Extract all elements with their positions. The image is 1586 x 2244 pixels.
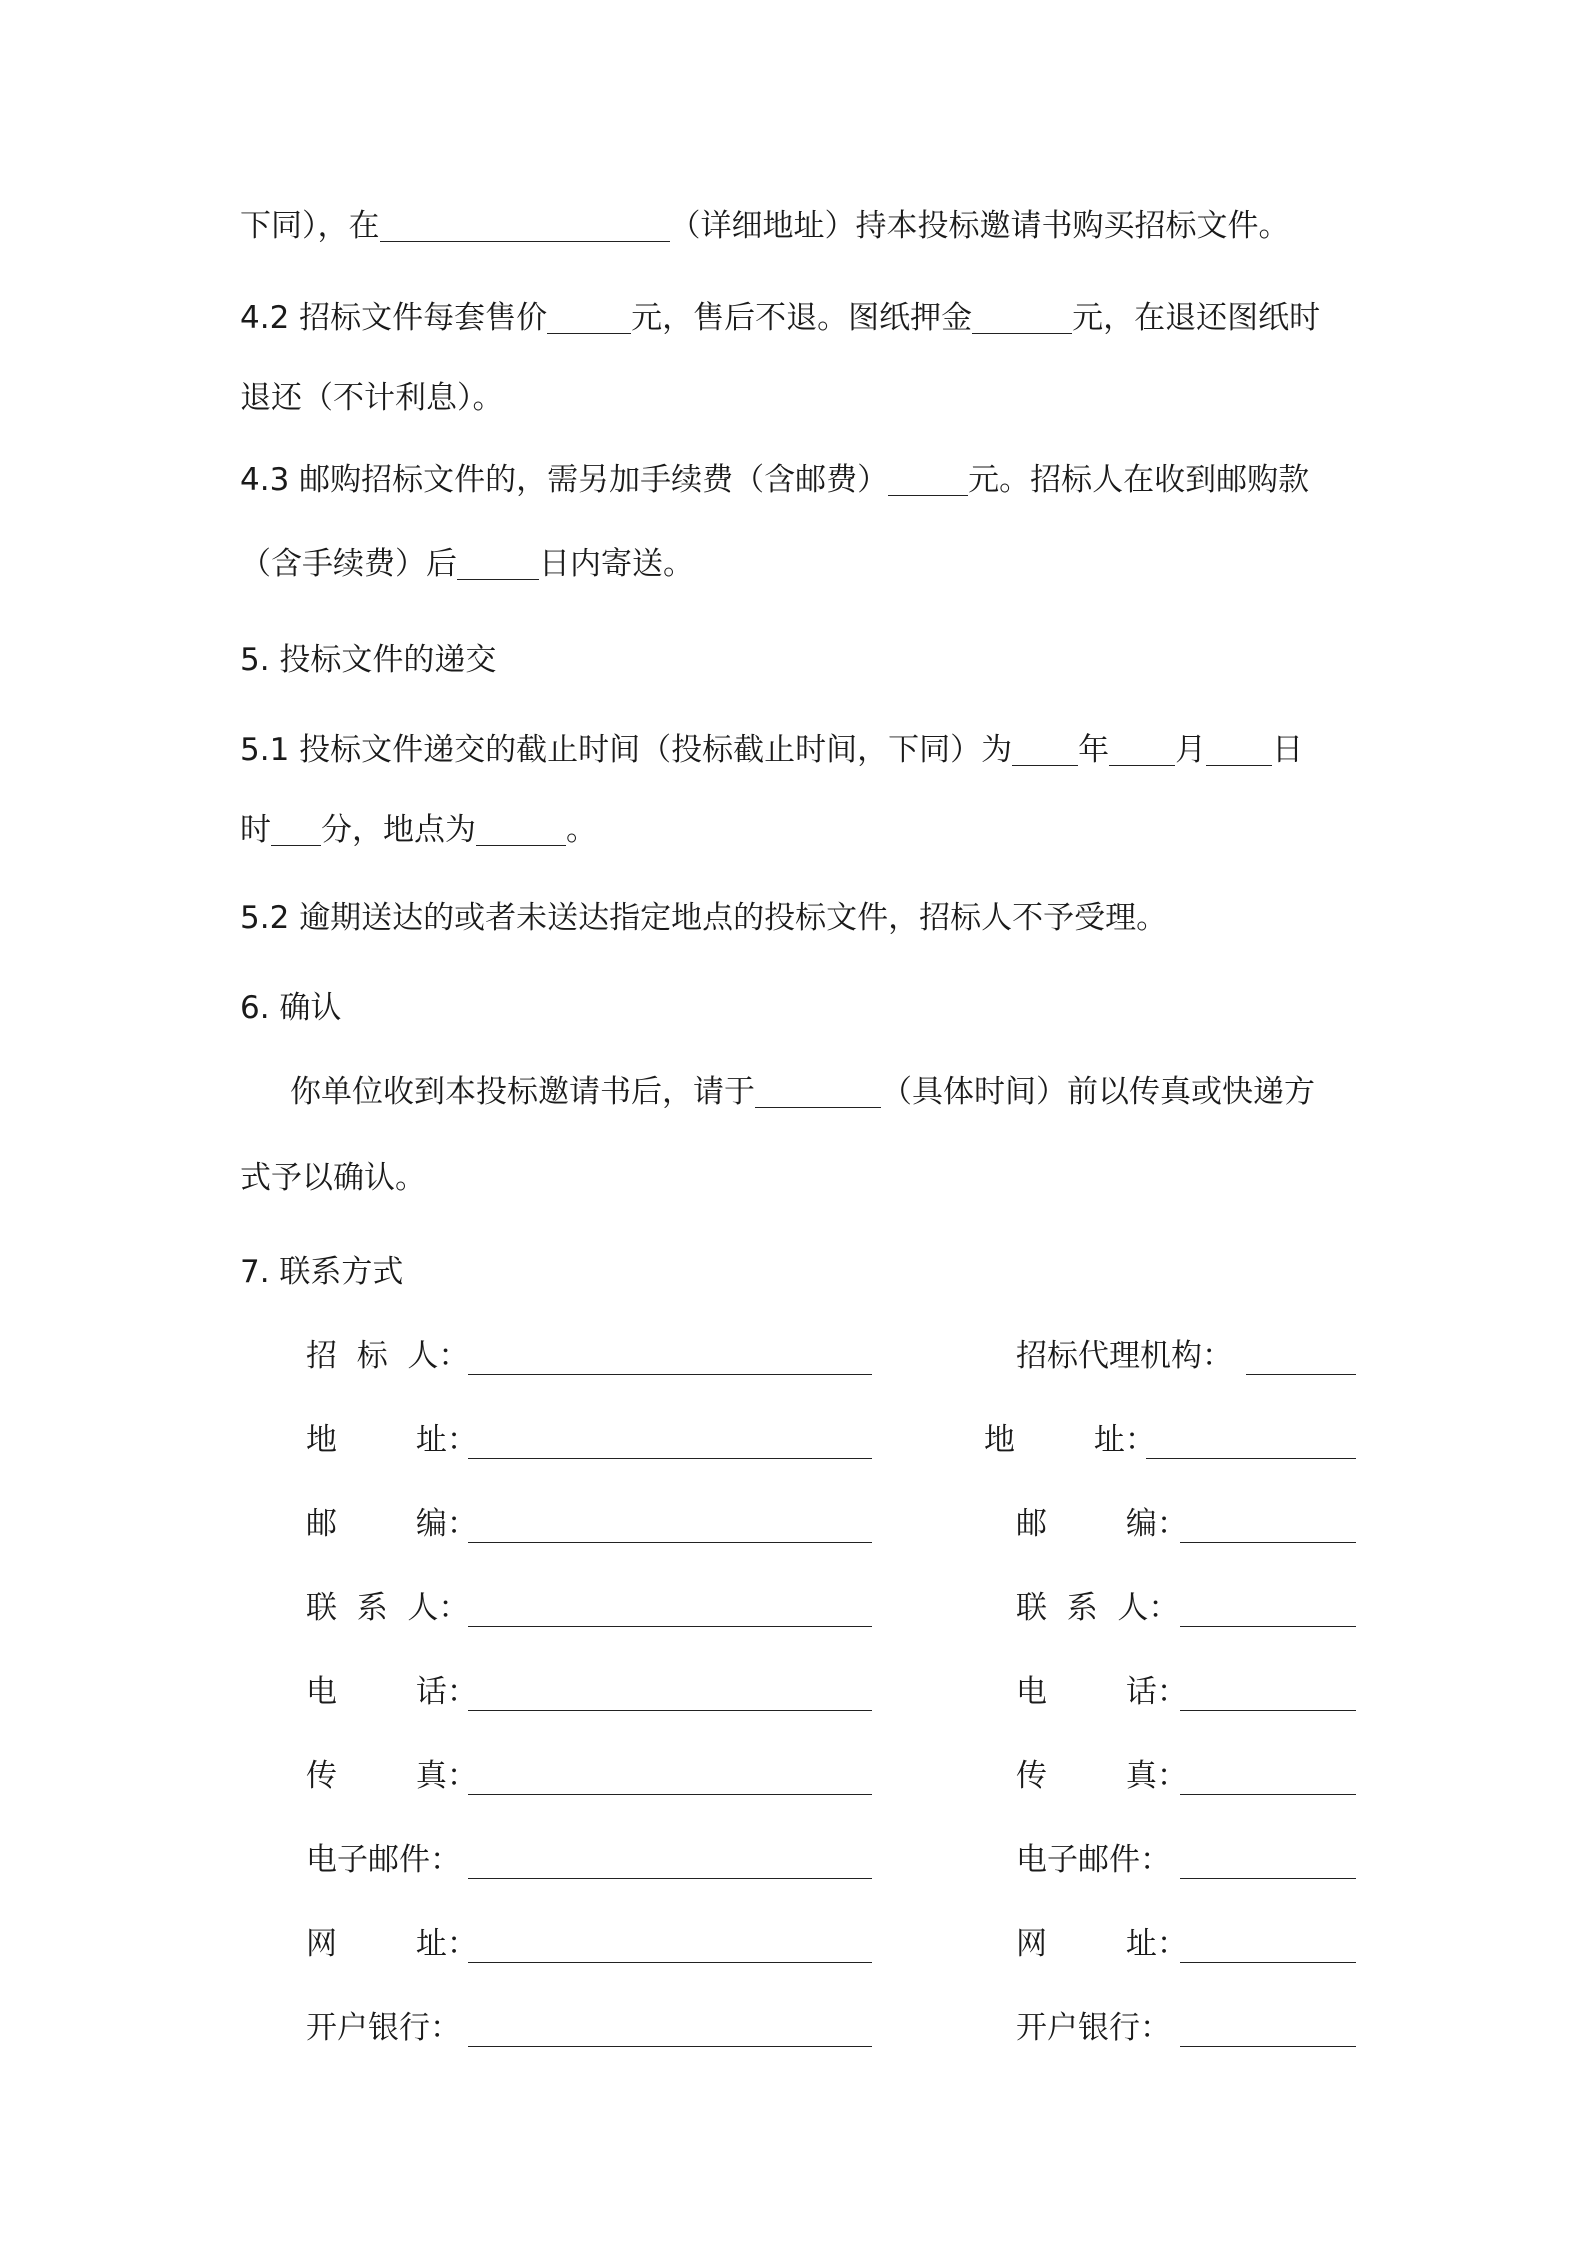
- paragraph-purchase-location: [240, 204, 1290, 248]
- contact-row-right-fax: [0, 1754, 1586, 1804]
- blank-hour[interactable]: [271, 811, 321, 846]
- blank-drawing-deposit[interactable]: [972, 299, 1072, 334]
- text: 你单位收到本投标邀请书后，请于: [290, 1074, 755, 1110]
- contact-row-right-address: [0, 1418, 1586, 1468]
- contact-blank-address[interactable]: [1146, 1458, 1356, 1459]
- text: 5. 投标文件的递交: [240, 642, 497, 678]
- contact-blank-postcode[interactable]: [1180, 1542, 1356, 1543]
- contact-label: 邮 编：: [1016, 1506, 1188, 1542]
- contact-blank-tenderer[interactable]: [1246, 1374, 1356, 1375]
- contact-blank-contact-person[interactable]: [1180, 1626, 1356, 1627]
- contact-label: 联 系 人：: [1016, 1590, 1180, 1626]
- text: （具体时间）前以传真或快递方: [881, 1074, 1315, 1110]
- contact-row-right-bank: [0, 2006, 1586, 2056]
- text: 元，在退还图纸时: [1072, 300, 1321, 336]
- paragraph-5-1-cont: [240, 808, 597, 852]
- contact-blank-website[interactable]: [1180, 1962, 1356, 1963]
- contact-label: 网 址：: [306, 1926, 478, 1962]
- contact-label: 邮 编：: [306, 1506, 478, 1542]
- contact-blank-phone[interactable]: [1180, 1710, 1356, 1711]
- text: 元。招标人在收到邮购款: [968, 462, 1310, 498]
- contact-blank-bank[interactable]: [1180, 2046, 1356, 2047]
- contact-label: 传 真：: [1016, 1758, 1188, 1794]
- contact-label: 网 址：: [1016, 1926, 1188, 1962]
- text: 4.3 邮购招标文件的，需另加手续费（含邮费）: [240, 462, 889, 498]
- paragraph-5-2: [240, 896, 1167, 940]
- text: 5.2 逾期送达的或者未送达指定地点的投标文件，招标人不予受理。: [240, 900, 1168, 936]
- text: 日: [1272, 732, 1304, 768]
- text: 4.2 招标文件每套售价: [240, 300, 548, 336]
- paragraph-4-2: [240, 296, 1320, 340]
- contact-label: 电子邮件：: [306, 1842, 461, 1878]
- blank-detailed-address[interactable]: [380, 207, 670, 242]
- contact-row-right-contact-person: [0, 1586, 1586, 1636]
- contact-label: 电 话：: [306, 1674, 478, 1710]
- paragraph-4-3: [240, 458, 1309, 502]
- contact-label: 开户银行：: [306, 2010, 461, 2046]
- text: 。: [566, 812, 597, 848]
- text: 下同），在: [240, 208, 380, 244]
- contact-label: 地 址：: [984, 1422, 1156, 1458]
- blank-document-price[interactable]: [547, 299, 631, 334]
- blank-mailing-days[interactable]: [457, 545, 539, 580]
- contact-label: 传 真：: [306, 1758, 478, 1794]
- text: （详细地址）持本投标邀请书购买招标文件。: [669, 208, 1290, 244]
- blank-handling-fee[interactable]: [888, 461, 968, 496]
- text: 退还（不计利息）。: [240, 380, 504, 416]
- text: 7. 联系方式: [240, 1254, 404, 1290]
- heading-section-6: [240, 986, 341, 1030]
- contact-label: 招 标 人：: [306, 1338, 470, 1374]
- text: 元，售后不退。图纸押金: [631, 300, 973, 336]
- text: 5.1 投标文件递交的截止时间（投标截止时间，下同）为: [240, 732, 1013, 768]
- heading-section-7: [240, 1250, 403, 1294]
- text: 年: [1078, 732, 1110, 768]
- paragraph-4-3-cont: [240, 542, 694, 586]
- text: 6. 确认: [240, 990, 342, 1026]
- contact-row-right-tenderer: [0, 1334, 1586, 1384]
- paragraph-5-1: [240, 728, 1303, 772]
- paragraph-6-cont: [240, 1156, 426, 1200]
- blank-confirm-time[interactable]: [755, 1073, 881, 1108]
- contact-label: 电 话：: [1016, 1674, 1188, 1710]
- contact-label: 开户银行：: [1016, 2010, 1171, 2046]
- contact-row-right-website: [0, 1922, 1586, 1972]
- blank-month[interactable]: [1109, 731, 1175, 766]
- paragraph-6: [290, 1070, 1315, 1114]
- contact-label: 招标代理机构：: [1016, 1338, 1233, 1374]
- contact-row-right-email: [0, 1838, 1586, 1888]
- contact-label: 电子邮件：: [1016, 1842, 1171, 1878]
- text: 日内寄送。: [539, 546, 694, 582]
- contact-label: 联 系 人：: [306, 1590, 470, 1626]
- contact-blank-fax[interactable]: [1180, 1794, 1356, 1795]
- contact-blank-email[interactable]: [1180, 1878, 1356, 1879]
- text: 式予以确认。: [240, 1160, 426, 1196]
- heading-section-5: [240, 638, 496, 682]
- blank-year[interactable]: [1012, 731, 1078, 766]
- text: 时: [240, 812, 271, 848]
- text: 月: [1175, 732, 1207, 768]
- contact-label: 地 址：: [306, 1422, 478, 1458]
- contact-row-right-postcode: [0, 1502, 1586, 1552]
- blank-day[interactable]: [1206, 731, 1272, 766]
- text: （含手续费）后: [240, 546, 457, 582]
- blank-location[interactable]: [476, 811, 566, 846]
- paragraph-4-2-cont: [240, 376, 504, 420]
- text: 分，地点为: [321, 812, 476, 848]
- contact-row-right-phone: [0, 1670, 1586, 1720]
